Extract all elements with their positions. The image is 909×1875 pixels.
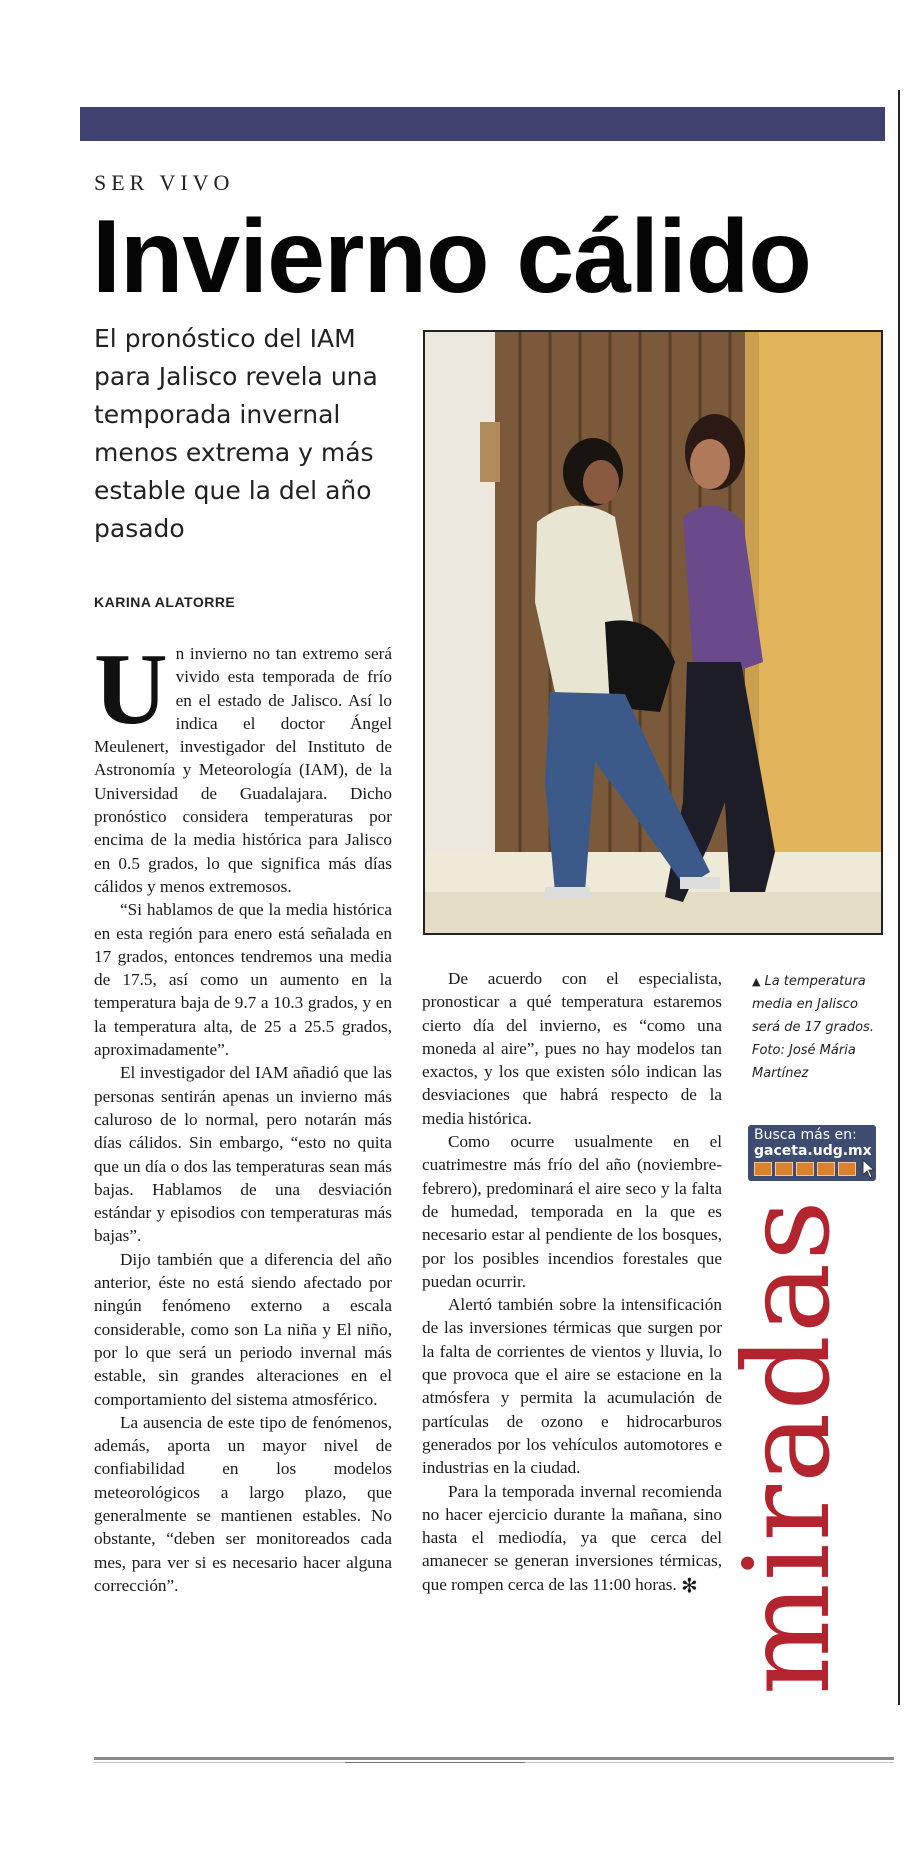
article-photo xyxy=(423,330,883,935)
header-bar xyxy=(80,107,885,141)
paragraph: Alertó también sobre la intensificación de las inversiones térmicas que surgen por la falta de corrientes de vientos y lluvia, lo que provoca que el aire se estacione en la atmósfera y permita la acumulación de partículas de ozono e hidrocarburos generados por los vehículos automotores e industrias en la ciudad. xyxy=(422,1295,722,1478)
paragraph: Para la temporada invernal recomienda no hacer ejercicio durante la mañana, sino hasta el mediodía, ya que cerca del amanecer se generan inversiones térmicas, que rompen cerca de las 11:00 horas. ✻ xyxy=(422,1481,722,1598)
paragraph: Como ocurre usualmente en el cuatrimestre más frío del año (noviembre-febrero), predominará el aire seco y la falta de humedad, temporada en la que es necesario estar al pendiente de los bosques, por los posibles incendios forestales que puedan ocurrir. xyxy=(422,1132,722,1291)
mouse-cursor-icon xyxy=(862,1159,876,1179)
article-title: Invierno cálido xyxy=(92,199,811,315)
busca-web-banner[interactable] xyxy=(748,1125,876,1181)
paragraph: Un invierno no tan extremo será vivido esta temporada de frío en el estado de Jalisco. Así lo indica el doctor Ángel Meulenert, investigador del Instituto de Astronomía y Meteorología (IAM), de la Universidad de Guadalajara. Dicho pronóstico considera temperaturas por encima de la media histórica para Jalisco en 0.5 grados, lo que significa más días cálidos y menos extremosos. xyxy=(94,633,392,896)
caption-arrow-icon: ▲ xyxy=(752,975,761,988)
mail-icon xyxy=(838,1162,856,1176)
paragraph: La ausencia de este tipo de fenómenos, además, aporta un mayor nivel de confiabilidad en los modelos meteorológicos a largo plazo, que generalmente se mantienen estables. No obstante, “deben ser monitoreados cada mes, para ver si es necesario hacer alguna corrección”. xyxy=(94,1412,392,1595)
busca-url[interactable]: gaceta.udg.mx xyxy=(754,1143,872,1159)
body-column-2 xyxy=(422,967,722,1597)
body-column-1 xyxy=(94,633,392,1597)
article-deck: El pronóstico del IAM para Jalisco revela una temporada invernal menos extrema y más estable que la del año pasado xyxy=(94,324,378,543)
bottom-rule-accent xyxy=(345,1762,525,1763)
byline: KARINA ALATORRE xyxy=(94,594,236,610)
print-icon xyxy=(817,1162,835,1176)
audio-icon xyxy=(796,1162,814,1176)
section-vertical-label: miradas xyxy=(718,1198,856,1695)
end-mark-icon: ✻ xyxy=(681,1573,698,1598)
photo-caption: ▲ La temperatura media en Jalisco será de 17 grados. Foto: José Mária Martínez xyxy=(752,974,874,1081)
busca-label: Busca más en: xyxy=(754,1127,857,1143)
drop-cap: U xyxy=(94,633,168,746)
paragraph: El investigador del IAM añadió que las personas sentirán apenas un invierno más caluroso de lo normal, pero notarán más días cálidos. Sin embargo, “esto no quita que un día o dos las temperaturas sean más bajas. Hablamos de una desviación estándar y episodios con temperaturas más bajas”. xyxy=(94,1063,392,1246)
bottom-rule xyxy=(94,1757,894,1760)
video-icon xyxy=(775,1162,793,1176)
paragraph: De acuerdo con el especialista, pronosticar a qué temperatura estaremos cierto día del invierno, es “como una moneda al aire”, pues no hay modelos tan exactos, y los que existen sólo indican las desviaciones que habrá respecto de la media histórica. xyxy=(422,969,722,1128)
media-icons xyxy=(754,1162,856,1176)
section-label: SER VIVO xyxy=(94,170,235,195)
photo-two-women-walking xyxy=(425,332,881,933)
home-icon xyxy=(754,1162,772,1176)
right-border-rule xyxy=(898,90,900,1705)
paragraph: “Si hablamos de que la media histórica en esta región para enero está señalada en 17 grados, entonces tendremos una media de 17.5, así como un aumento en la temperatura baja de 9.7 a 10.3 grados, y en la temperatura alta, de 25 a 25.5 grados, aproximadamente”. xyxy=(94,900,392,1060)
paragraph: Dijo también que a diferencia del año anterior, éste no está siendo afectado por ningún fenómeno externo a escala considerable, como son La niña y El niño, por lo que será un periodo invernal más estable, sin grandes alteraciones en el comportamiento del sistema atmosférico. xyxy=(94,1249,392,1409)
